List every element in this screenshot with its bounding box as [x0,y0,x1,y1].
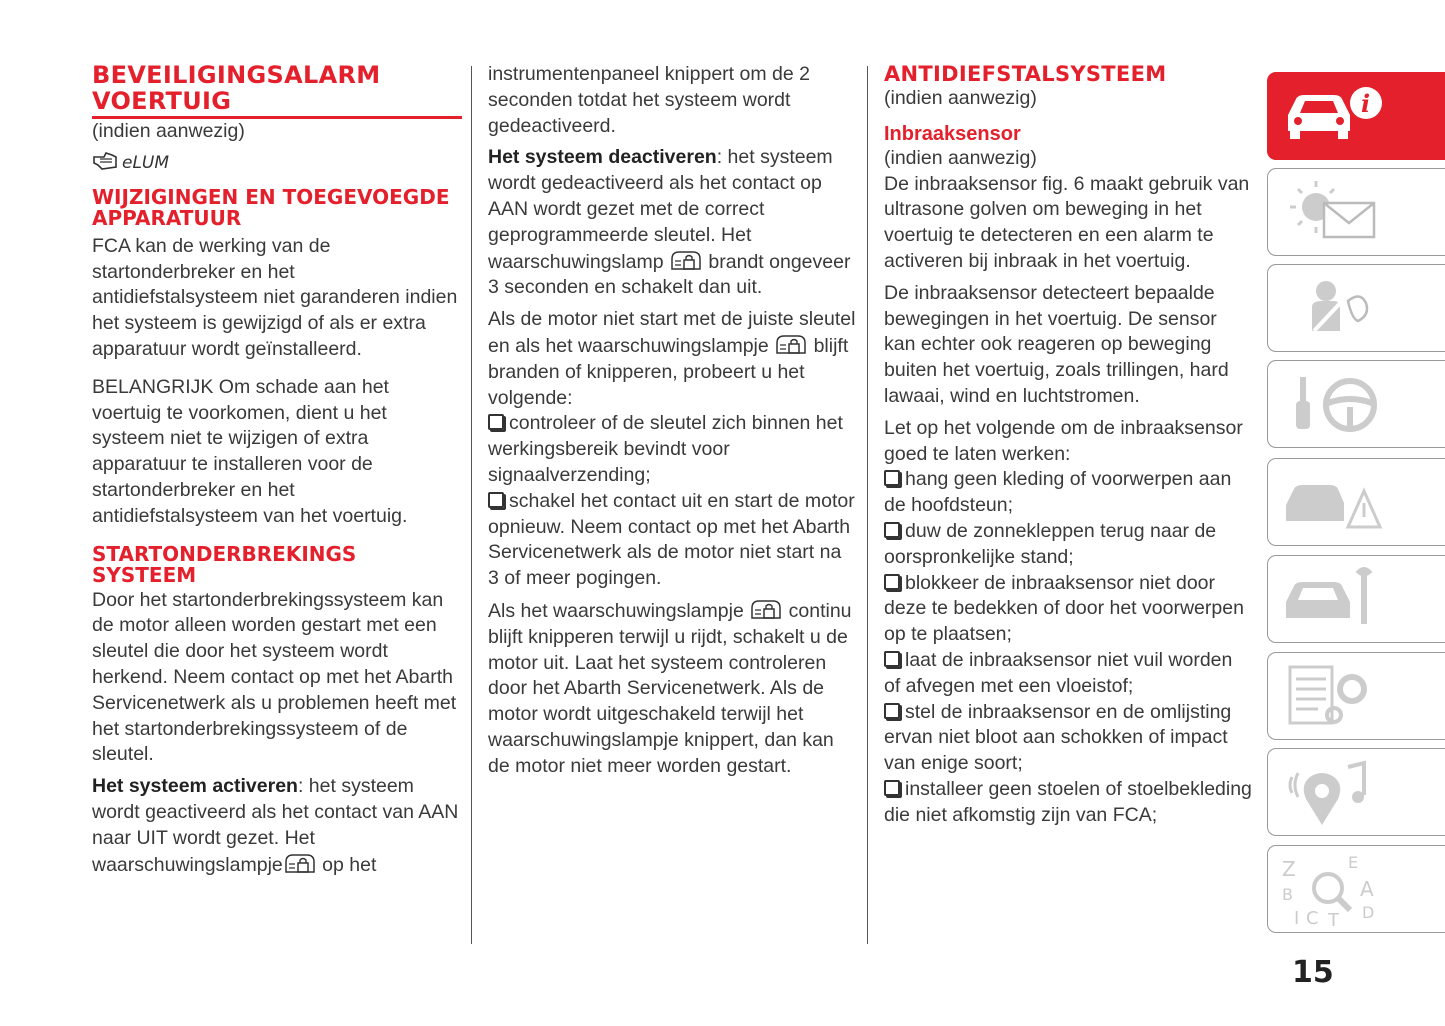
tab-service[interactable] [1267,555,1445,643]
column-2 [488,62,856,786]
svg-text:i: i [1361,89,1371,118]
key-steering-wheel-icon [1278,367,1388,439]
checkbox-bullet-icon [884,522,900,538]
bullet-text: schakel het contact uit en start de motor opnieuw. Neem contact op met het Abarth Servicenetwerk als de motor niet start na 3 of meer pogingen. [488,489,855,590]
checkbox-bullet-icon [488,414,504,430]
paragraph: FCA kan de werking van de startonderbreker en het antidiefstalsysteem niet garanderen indien het systeem is gewijzigd of als er extra apparatuur wordt geïnstalleerd. [92,234,458,360]
tab-car-info[interactable] [1267,72,1445,160]
immobilizer-warning-icon [749,598,783,622]
heading-immobilizer: STARTONDERBREKINGS SYSTEEM [92,541,357,587]
paragraph [92,774,462,878]
tab-safety[interactable] [1267,264,1445,352]
tab-key-steering[interactable] [1267,360,1445,448]
paragraph-text: : het systeem wordt geactiveerd als het contact van AAN naar UIT wordt gezet. Het waarschuwingslampje [92,775,459,876]
paragraph: De inbraaksensor fig. 6 maakt gebruik van ultrasone golven om beweging in het voertuig te detecteren en een alarm te activeren bij inbraak in het voertuig. [884,172,1250,272]
column-divider [471,66,472,944]
paragraph-text: continu blijft knipperen terwijl u rijdt, schakelt u de motor uit. Laat het systeem controleren door het Abarth Servicenetwerk. Als de motor wordt uitgeschakeld terwijl het waarschuwingslampje knippert, dan kan de motor niet meer worden gestart. [488,599,852,777]
car-emergency-icon [1278,465,1388,537]
index-icon [1278,852,1388,931]
checkbox-bullet-icon [884,651,900,667]
section-title: BEVEILIGINGSALARM VOERTUIG [92,61,381,115]
section-title-sub: (indien aanwezig) [92,120,245,142]
tab-index[interactable] [1267,845,1445,933]
paragraph: instrumentenpaneel knippert om de 2 seconden totdat het systeem wordt gedeactiveerd. [488,63,810,137]
index-letter: T [1328,910,1339,931]
column-1 [92,62,462,884]
immobilizer-warning-icon [283,852,317,876]
bullet-text: installeer geen stoelen of stoelbekleding die niet afkomstig zijn van FCA; [884,777,1252,826]
index-letter: D [1362,903,1375,922]
bullet-text: controleer of de sleutel zich binnen het werkingsbereik bevindt voor signaalverzending; [488,412,843,486]
warning-lights-icon [1278,175,1388,247]
paragraph-text: Als de motor niet start met de juiste sleutel en als het waarschuwingslampje [488,308,856,357]
tab-technical-data[interactable] [1267,652,1445,740]
bullet-item [884,519,1252,571]
paragraph-text: Als het waarschuwingslampje [488,599,744,622]
paragraph [488,598,856,780]
checkbox-bullet-icon [488,492,504,508]
immobilizer-warning-icon [669,249,703,273]
hand-pointer-icon [92,147,170,173]
technical-data-icon [1278,659,1388,731]
paragraph [488,307,856,411]
bullet-item [884,700,1252,777]
paragraph-text: : het systeem wordt gedeactiveerd als het contact op AAN wordt gezet met de correct geprogrammeerde sleutel. Het waarschuwingslamp [488,146,833,273]
checkbox-bullet-icon [884,780,900,796]
car-service-icon [1278,562,1388,634]
section-title-sub: (indien aanwezig) [884,87,1037,109]
bullet-text: duw de zonnekleppen terug naar de oorspronkelijke stand; [884,519,1217,568]
heading-modifications: WIJZIGINGEN EN TOEGEVOEGDE APPARATUUR [92,184,450,230]
section-title: ANTIDIEFSTALSYSTEEM [884,62,1167,86]
index-letter: E [1348,853,1359,872]
safety-airbag-icon [1278,271,1388,343]
bullet-item [884,571,1252,648]
heading-sensor-sub: (indien aanwezig) [884,146,1037,169]
bullet-text: blokkeer de inbraaksensor niet door deze te bedekken of door het voorwerpen op te plaatsen; [884,571,1244,646]
column-divider [867,66,868,944]
bullet-text: stel de inbraaksensor en de omlijsting ervan niet bloot aan schokken of impact van enige soort; [884,700,1232,775]
bullet-item [884,777,1252,829]
paragraph [488,145,856,301]
checkbox-bullet-icon [884,574,900,590]
tab-multimedia[interactable] [1267,748,1445,836]
bullet-item [488,411,856,488]
checkbox-bullet-icon [884,470,900,486]
bullet-item [884,648,1252,700]
elum-label: eLUM [122,152,170,173]
car-info-icon [1278,79,1388,151]
index-letter: A [1360,877,1374,901]
elum-badge [92,147,462,173]
index-letter: I [1294,908,1300,929]
tab-emergency[interactable] [1267,458,1445,546]
tab-warning-lights[interactable] [1267,168,1445,256]
bullet-item [884,467,1252,519]
paragraph: De inbraaksensor detecteert bepaalde bewegingen in het voertuig. De sensor kan echter ook reageren op beweging buiten het voertuig, zoals trillingen, hard lawaai, wind en luchtstromen. [884,281,1229,407]
index-letter: B [1282,885,1293,904]
checkbox-bullet-icon [884,703,900,719]
index-letter: Z [1282,857,1296,881]
paragraph: BELANGRIJK Om schade aan het voertuig te voorkomen, dient u het systeem niet te wijzigen of extra apparatuur te installeren voor de startonderbreker en het antidiefstalsysteem van het voertuig. [92,375,408,527]
page-number: 15 [1292,955,1334,990]
index-letter: C [1306,908,1319,929]
paragraph: Let op het volgende om de inbraaksensor goed te laten werken: [884,416,1243,465]
bullet-item [488,489,856,592]
paragraph-text: blijft branden of knipperen, probeert u het volgende: [488,334,849,409]
bold-label: Het systeem deactiveren [488,146,717,169]
paragraph-text: brandt ongeveer 3 seconden en schakelt dan uit. [488,250,851,299]
column-3 [884,62,1252,829]
paragraph: Door het startonderbrekingssysteem kan de motor alleen worden gestart met een sleutel die door het systeem wordt herkend. Neem contact op met het Abarth Servicenetwerk als u problemen heeft met het startonderbrekingssysteem of de sleutel. [92,588,457,766]
multimedia-icon [1278,755,1388,827]
paragraph-text: op het [316,853,377,876]
bullet-text: hang geen kleding of voorwerpen aan de hoofdsteun; [884,468,1232,517]
immobilizer-warning-icon [774,333,808,357]
bullet-text: laat de inbraaksensor niet vuil worden of afvegen met een vloeistof; [884,648,1233,697]
section-title-wrapper [92,62,462,119]
bold-label: Het systeem activeren [92,775,298,798]
heading-sensor: Inbraaksensor [884,122,1021,145]
